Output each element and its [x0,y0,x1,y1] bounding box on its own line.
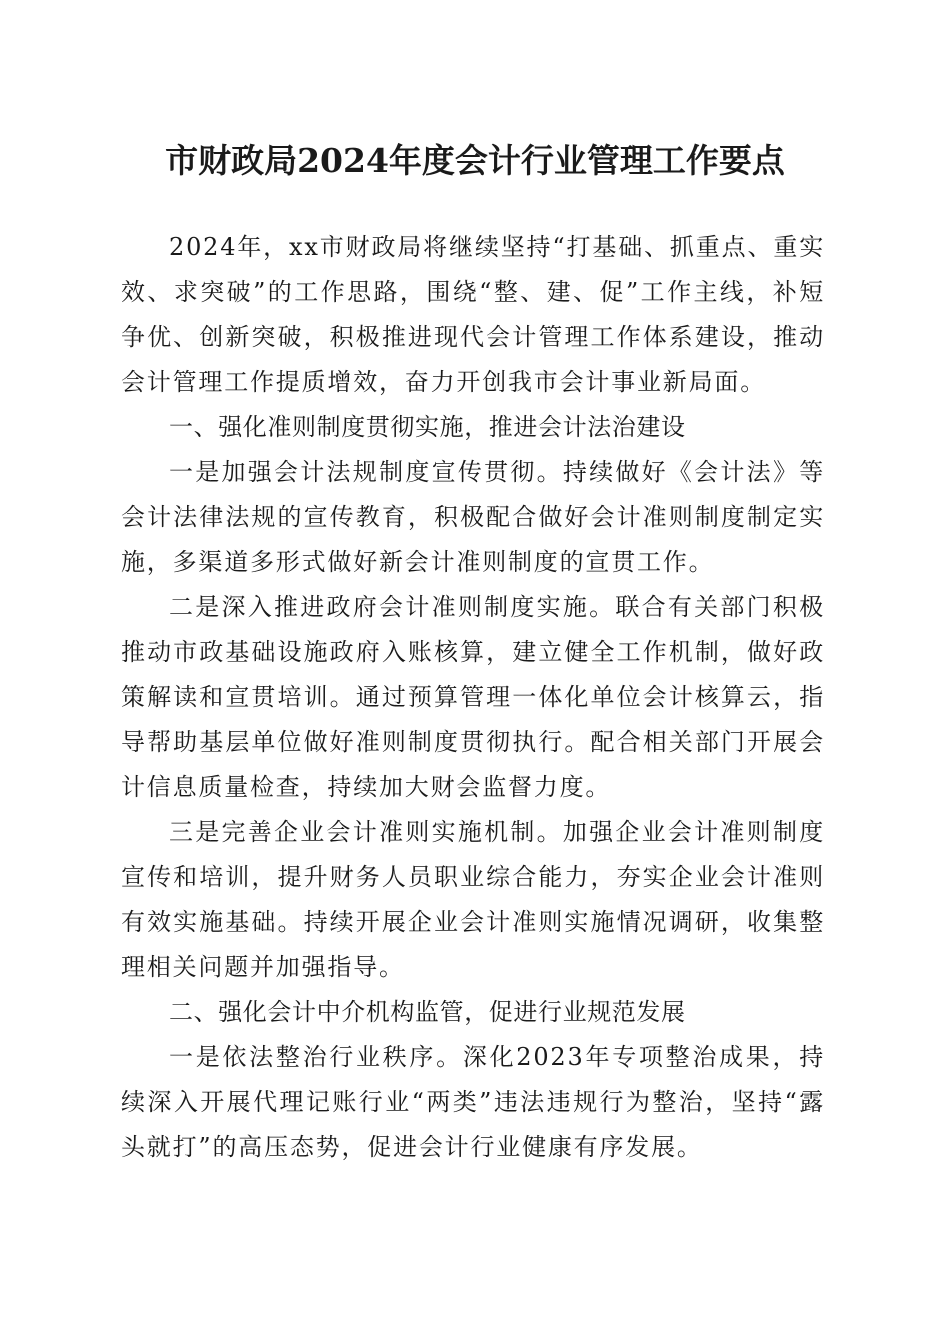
paragraph-text: 联合有关部门积极推动市政基础设施政府入账核算，建立健全工作机制，做好政策解读和宣贯培训。通过预算管理一体化单位会计核算云，指导帮助基层单位做好准则制度贯彻执行。配合相关部门开展会计信息质量检查，持续加大财会监督力度。 [121,593,825,801]
document-title: 市财政局2024年度会计行业管理工作要点 [165,141,785,180]
paragraph-lead: 三是完善企业会计准则实施机制。 [169,818,563,846]
paragraph [121,585,825,810]
section-heading-2: 二、强化会计中介机构监管，促进行业规范发展 [169,998,686,1026]
paragraph [121,1035,825,1170]
paragraph [121,810,825,990]
paragraph-lead: 二是深入推进政府会计准则制度实施。 [169,593,616,621]
paragraph-text: 加强企业会计准则制度宣传和培训，提升财务人员职业综合能力，夯实企业会计准则有效实施基础。持续开展企业会计准则实施情况调研，收集整理相关问题并加强指导。 [121,818,825,981]
paragraph-lead: 一是加强会计法规制度宣传贯彻。 [169,458,563,486]
section-heading-1: 一、强化准则制度贯彻实施，推进会计法治建设 [169,413,686,441]
paragraph-lead: 一是依法整治行业秩序。 [169,1043,463,1071]
intro-paragraph: 2024年，xx市财政局将继续坚持“打基础、抓重点、重实效、求突破”的工作思路，围绕“整、建、促”工作主线，补短争优、创新突破，积极推进现代会计管理工作体系建设，推动会计管理工作提质增效，奋力开创我市会计事业新局面。 [121,233,825,396]
paragraph-text: 深化2023年专项整治成果，持续深入开展代理记账行业“两类”违法违规行为整治，坚持“露头就打”的高压态势，促进会计行业健康有序发展。 [121,1043,825,1161]
paragraph [121,450,825,585]
document-body [121,225,825,1170]
paragraph-text: 持续做好《会计法》等会计法律法规的宣传教育，积极配合做好会计准则制度制定实施，多渠道多形式做好新会计准则制度的宣贯工作。 [121,458,825,576]
